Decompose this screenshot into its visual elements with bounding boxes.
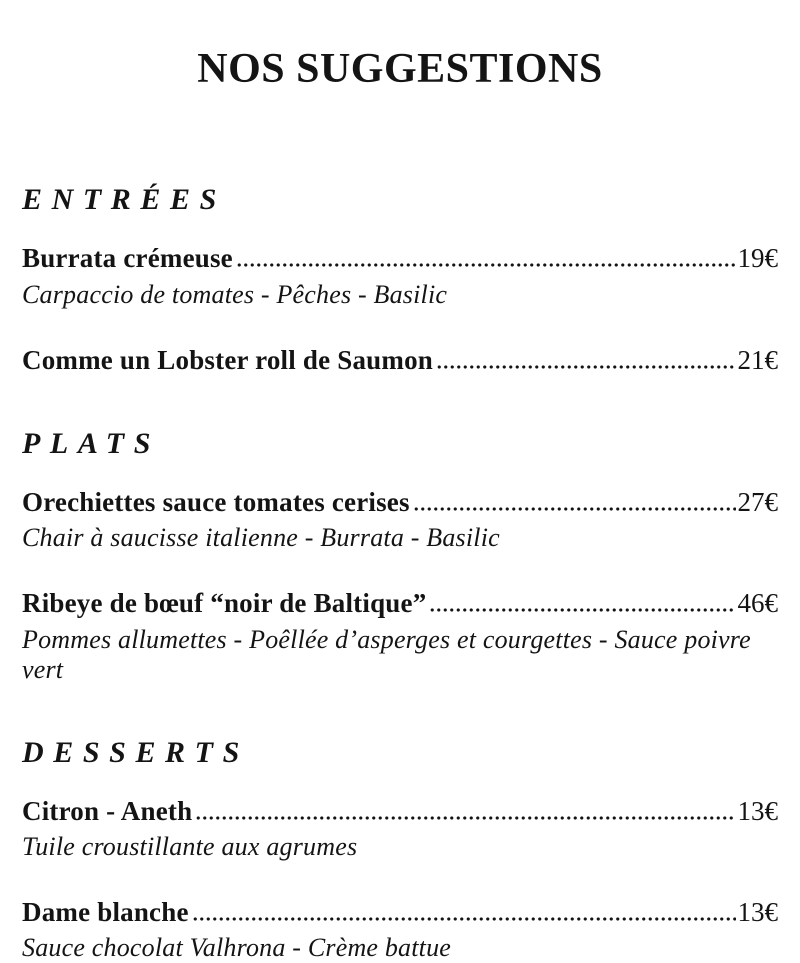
item-price: 13€ (737, 896, 778, 927)
section-plats (22, 426, 778, 684)
section-title-plats: PLATS (22, 427, 161, 461)
dotted-leader (195, 816, 735, 820)
item-line (22, 344, 778, 376)
dotted-leader (236, 263, 736, 267)
item-description: Chair à saucisse italienne - Burrata - Basilic (22, 523, 500, 553)
section-title-entrees: ENTRÉES (22, 183, 226, 217)
section-title-desserts: DESSERTS (22, 735, 249, 769)
dotted-leader (429, 608, 735, 612)
menu-item-lobster-roll (22, 344, 778, 376)
menu-item-ribeye (22, 587, 778, 684)
item-line (22, 896, 778, 928)
item-line (22, 587, 778, 619)
dotted-leader (436, 365, 736, 369)
item-price: 13€ (737, 795, 778, 826)
item-description: Carpaccio de tomates - Pêches - Basilic (22, 279, 448, 309)
item-line (22, 486, 778, 518)
item-name: Citron - Aneth (22, 795, 193, 826)
item-name: Comme un Lobster roll de Saumon (22, 344, 433, 375)
dotted-leader (192, 917, 736, 921)
item-price: 27€ (737, 487, 778, 518)
item-name: Burrata crémeuse (22, 243, 233, 274)
item-line (22, 242, 778, 274)
item-price: 21€ (737, 344, 778, 375)
menu-title: NOS SUGGESTIONS (197, 46, 603, 92)
item-line (22, 795, 778, 827)
menu-item-orechiettes (22, 486, 778, 553)
menu-item-citron-aneth (22, 795, 778, 862)
item-description: Tuile croustillante aux agrumes (22, 831, 358, 861)
item-price: 19€ (737, 243, 778, 274)
item-description: Pommes allumettes - Poêllée d’asperges et courgettes - Sauce poivre vert (22, 624, 751, 684)
item-description: Sauce chocolat Valhrona - Crème battue (22, 933, 452, 963)
item-name: Orechiettes sauce tomates cerises (22, 487, 410, 518)
menu-item-burrata (22, 242, 778, 309)
section-entrees (22, 182, 778, 376)
section-desserts (22, 735, 778, 963)
item-name: Ribeye de bœuf “noir de Baltique” (22, 588, 427, 619)
dotted-leader (413, 507, 736, 511)
item-name: Dame blanche (22, 896, 189, 927)
item-price: 46€ (737, 588, 778, 619)
